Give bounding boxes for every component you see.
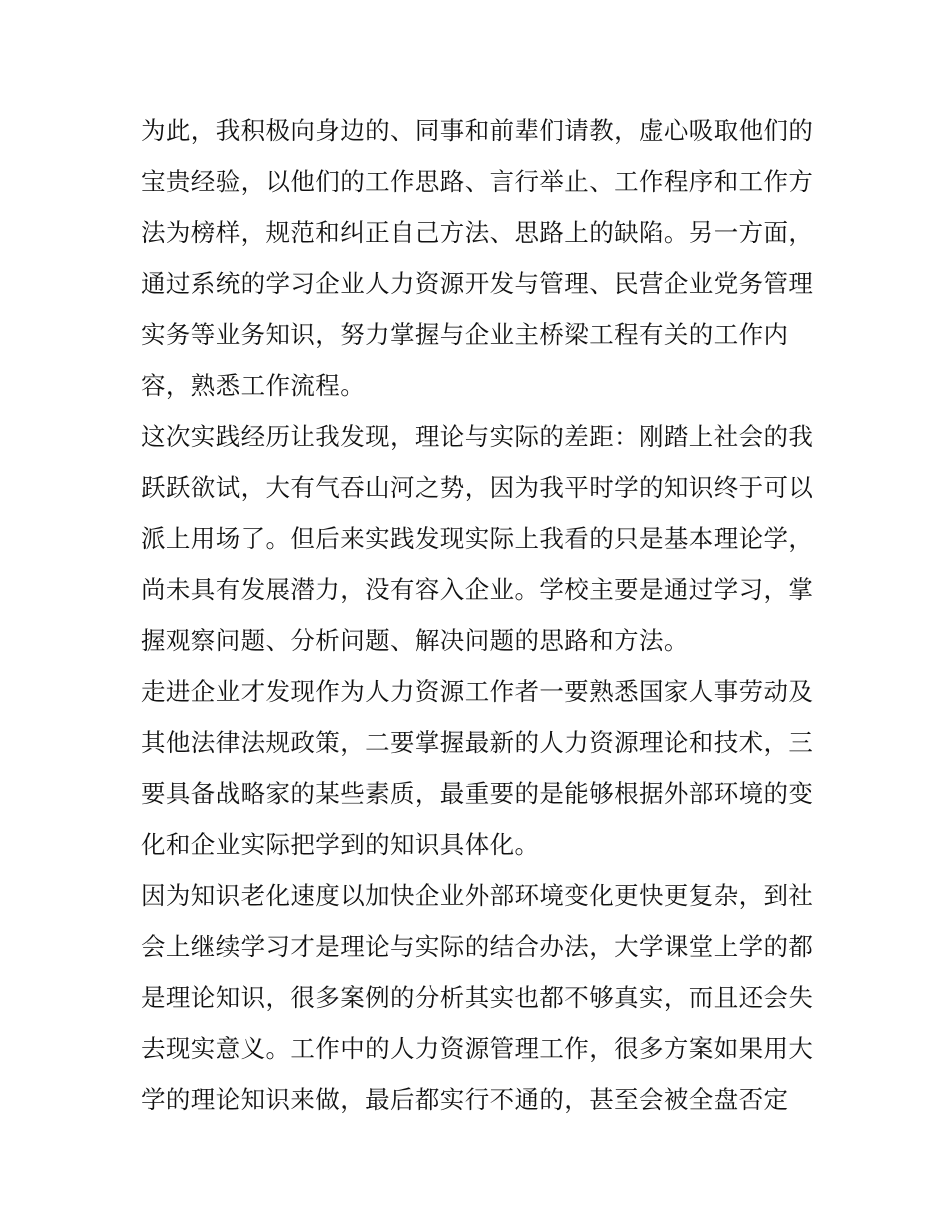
text-line: 学的理论知识来做，最后都实行不通的，甚至会被全盘否定 xyxy=(141,1085,789,1114)
text-line: 容，熟悉工作流程。 xyxy=(141,371,366,400)
text-line: 会上继续学习才是理论与实际的结合办法，大学课堂上学的都 xyxy=(141,932,814,961)
paragraph-2 xyxy=(141,411,813,666)
text-line: 法为榜样，规范和纠正自己方法、思路上的缺陷。另一方面， xyxy=(141,218,814,247)
text-line: 因为知识老化速度以加快企业外部环境变化更快更复杂，到社 xyxy=(141,881,814,910)
text-line: 化和企业实际把学到的知识具体化。 xyxy=(141,830,540,859)
text-line: 跃跃欲试，大有气吞山河之势，因为我平时学的知识终于可以 xyxy=(141,473,814,502)
text-line: 通过系统的学习企业人力资源开发与管理、民营企业党务管理 xyxy=(141,269,814,298)
text-line: 派上用场了。但后来实践发现实际上我看的只是基本理论学， xyxy=(141,524,814,553)
text-line: 实务等业务知识，努力掌握与企业主桥梁工程有关的工作内 xyxy=(141,320,789,349)
text-line: 为此，我积极向身边的、同事和前辈们请教，虚心吸取他们的 xyxy=(141,116,814,145)
paragraph-1 xyxy=(141,105,813,411)
text-line: 其他法律法规政策，二要掌握最新的人力资源理论和技术，三 xyxy=(141,728,814,757)
text-line: 宝贵经验，以他们的工作思路、言行举止、工作程序和工作方 xyxy=(141,167,814,196)
text-line: 尚未具有发展潜力，没有容入企业。学校主要是通过学习，掌 xyxy=(141,575,814,604)
text-line: 握观察问题、分析问题、解决问题的思路和方法。 xyxy=(141,626,689,655)
text-line: 是理论知识，很多案例的分析其实也都不够真实，而且还会失 xyxy=(141,983,814,1012)
document-body xyxy=(141,105,813,1125)
paragraph-3 xyxy=(141,666,813,870)
text-line: 去现实意义。工作中的人力资源管理工作，很多方案如果用大 xyxy=(141,1034,814,1063)
text-line: 这次实践经历让我发现，理论与实际的差距：刚踏上社会的我 xyxy=(141,422,814,451)
text-line: 走进企业才发现作为人力资源工作者一要熟悉国家人事劳动及 xyxy=(141,677,814,706)
paragraph-4 xyxy=(141,870,813,1125)
text-line: 要具备战略家的某些素质，最重要的是能够根据外部环境的变 xyxy=(141,779,814,808)
